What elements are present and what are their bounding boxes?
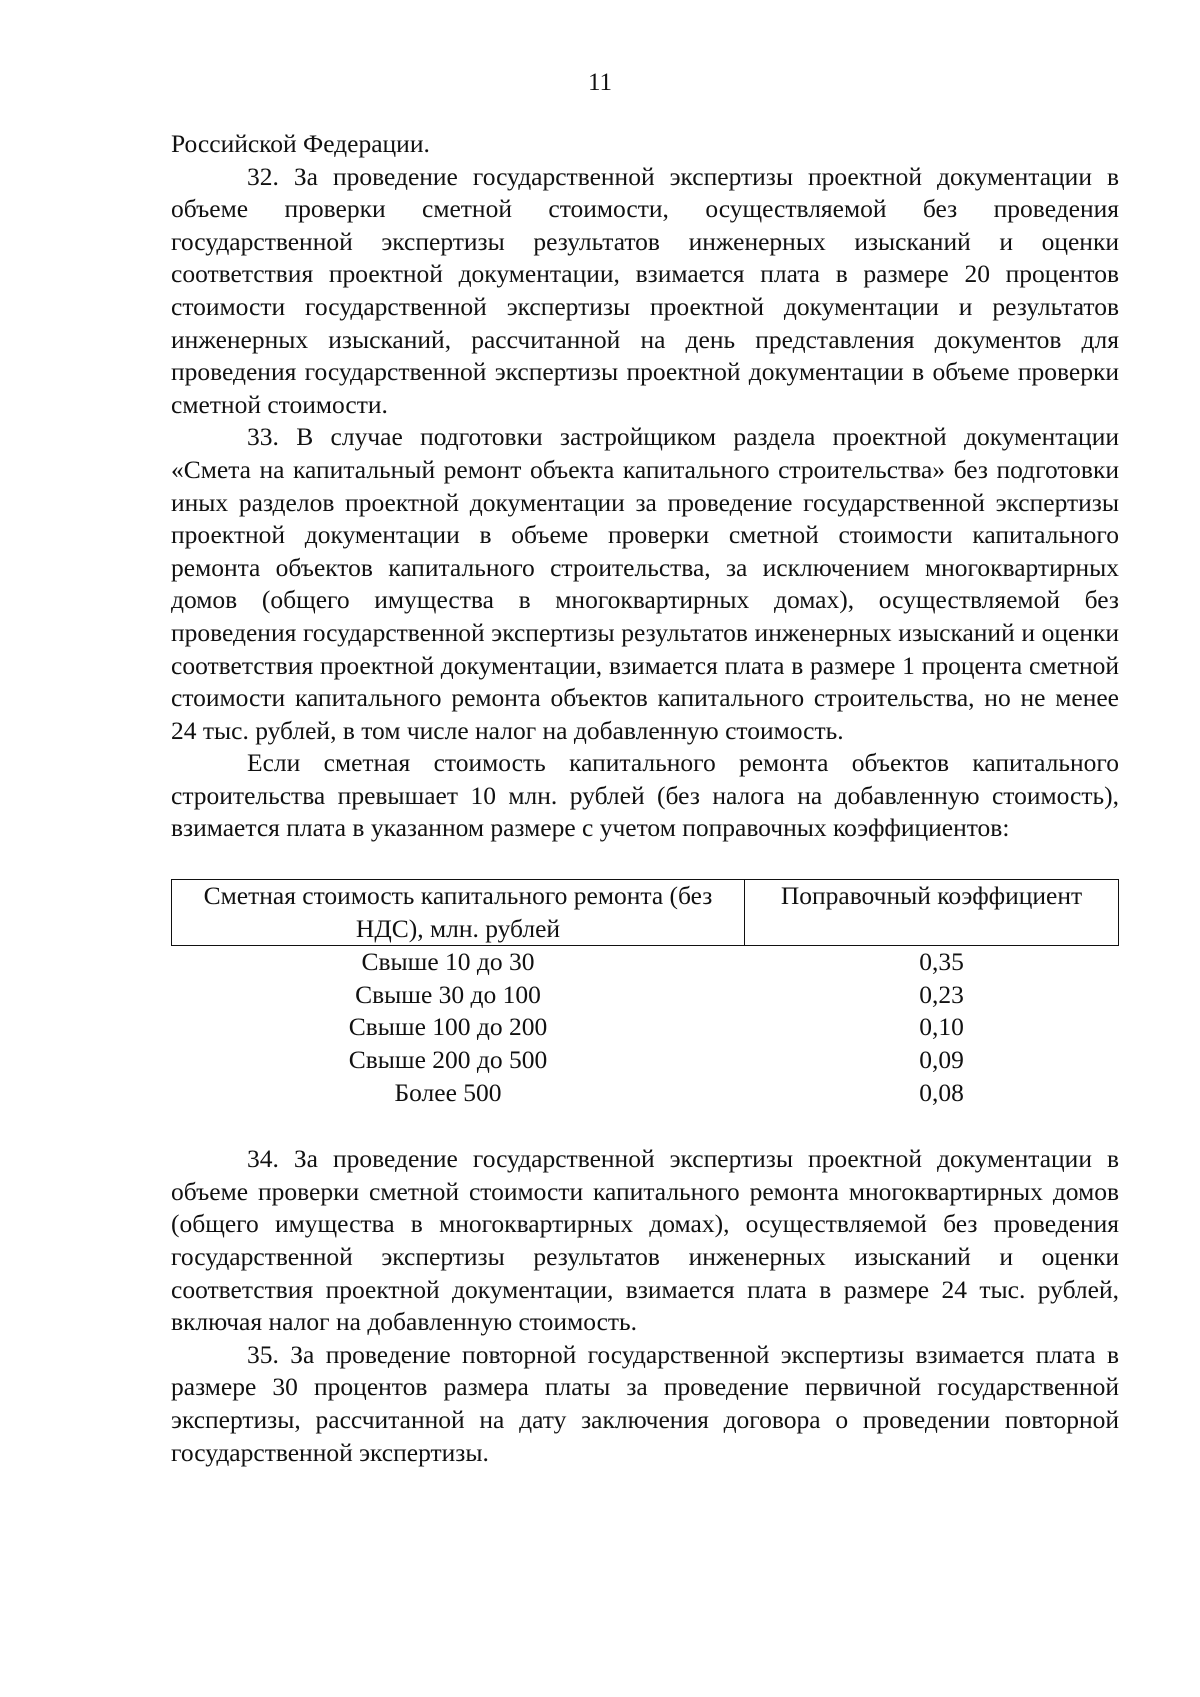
table-header-row xyxy=(172,880,1119,946)
coefficient-table-wrapper xyxy=(171,879,1119,1109)
table-row xyxy=(172,1044,1119,1077)
table-row xyxy=(172,1077,1119,1110)
document-body xyxy=(171,128,1119,1469)
paragraph: 33. В случае подготовки застройщиком раздела проектной документации «Смета на капитальный ремонт объекта капитального строительства» без подготовки иных разделов проектной документации за проведение государственной экспертизы проектной документации в объеме проверки сметной стоимости капитального ремонта объектов капитального строительства, за исключением многоквартирных домов (общего имущества в многоквартирных домах), осуществляемой без проведения государственной экспертизы результатов инженерных изысканий и оценки соответствия проектной документации, взимается плата в размере 1 процента сметной стоимости капитального ремонта объектов капитального строительства, но не менее 24 тыс. рублей, в том числе налог на добавленную стоимость. xyxy=(171,422,1119,745)
coefficient-table xyxy=(171,879,1119,1109)
table-cell-coefficient: 0,35 xyxy=(919,947,964,977)
table-cell-coefficient: 0,10 xyxy=(919,1012,964,1042)
table-header-cost: Сметная стоимость капитального ремонта (без НДС), млн. рублей xyxy=(172,880,745,946)
table-cell-cost-range: Свыше 100 до 200 xyxy=(348,1012,548,1042)
paragraphs-after-table xyxy=(171,1143,1119,1469)
table-row xyxy=(172,946,1119,979)
table-cell-cost-range: Свыше 200 до 500 xyxy=(348,1045,548,1075)
paragraph: 32. За проведение государственной экспертизы проектной документации в объеме проверки сметной стоимости, осуществляемой без проведения государственной экспертизы результатов инженерных изысканий и оценки соответствия проектной документации, взимается плата в размере 20 процентов стоимости государственной экспертизы проектной документации и результатов инженерных изысканий, рассчитанной на день представления документов для проведения государственной экспертизы проектной документации в объеме проверки сметной стоимости. xyxy=(171,161,1119,419)
table-cell-coefficient: 0,08 xyxy=(919,1077,964,1107)
paragraph: Российской Федерации. xyxy=(171,129,430,158)
table-cell-cost-range: Свыше 30 до 100 xyxy=(355,979,541,1009)
table-row xyxy=(172,979,1119,1012)
table-row xyxy=(172,1011,1119,1044)
paragraph: 35. За проведение повторной государственной экспертизы взимается плата в размере 30 процентов размера платы за проведение первичной государственной экспертизы, рассчитанной на дату заключения договора о проведении повторной государственной экспертизы. xyxy=(171,1339,1119,1467)
table-body xyxy=(172,946,1119,1109)
table-cell-cost-range: Свыше 10 до 30 xyxy=(361,947,535,977)
paragraph: Если сметная стоимость капитального ремонта объектов капитального строительства превышает 10 млн. рублей (без налога на добавленную стоимость), взимается плата в указанном размере с учетом поправочных коэффициентов: xyxy=(171,748,1119,843)
table-cell-coefficient: 0,09 xyxy=(919,1045,964,1075)
page-number: 11 xyxy=(587,69,613,96)
table-header-coefficient: Поправочный коэффициент xyxy=(745,880,1119,946)
paragraphs-before-table xyxy=(171,128,1119,845)
table-cell-coefficient: 0,23 xyxy=(919,979,964,1009)
table-cell-cost-range: Более 500 xyxy=(394,1077,502,1107)
paragraph: 34. За проведение государственной экспертизы проектной документации в объеме проверки сметной стоимости капитального ремонта многоквартирных домов (общего имущества в многоквартирных домах), осуществляемой без проведения государственной экспертизы результатов инженерных изысканий и оценки соответствия проектной документации, взимается плата в размере 24 тыс. рублей, включая налог на добавленную стоимость. xyxy=(171,1144,1119,1337)
